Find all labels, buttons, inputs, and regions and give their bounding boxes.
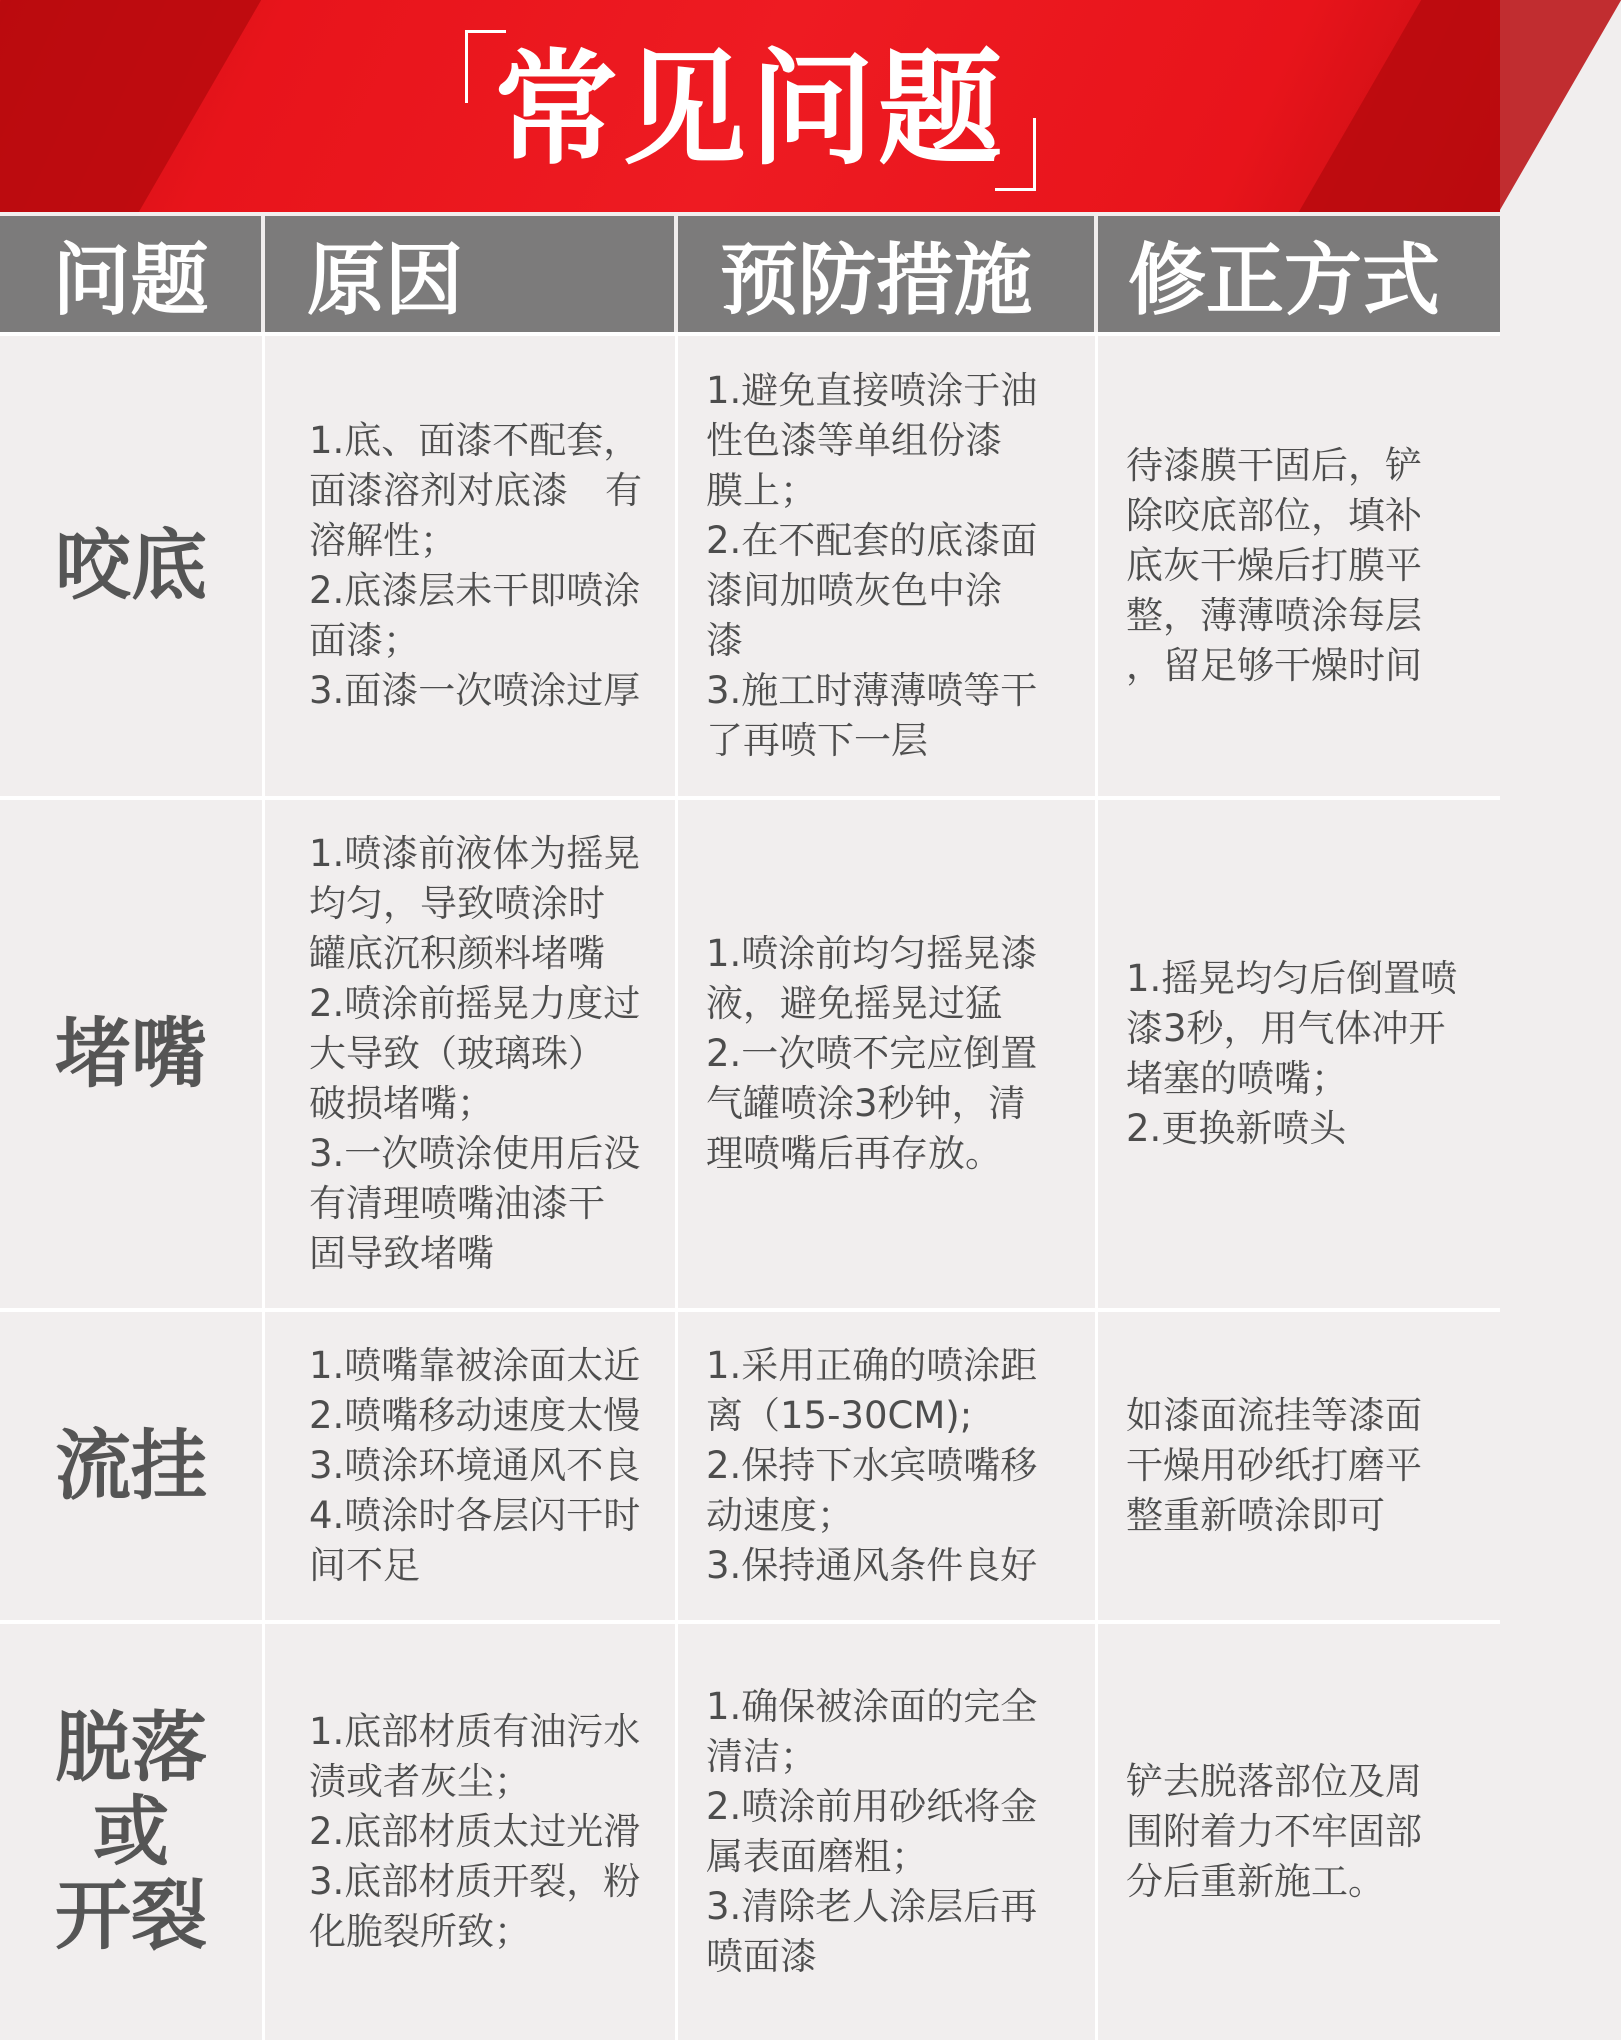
problem-cell [0, 1312, 265, 1620]
problem-cell [0, 800, 265, 1308]
fix-cell [1098, 800, 1500, 1308]
header-fix: 修正方式 [1128, 236, 1441, 326]
header-problem: 问题 [0, 216, 265, 332]
cause-cell [265, 1624, 678, 2040]
header-cause: 原因 [265, 216, 678, 332]
fix-text: 如漆面流挂等漆面 干燥用砂纸打磨平 整重新喷涂即可 [1126, 1394, 1422, 1537]
problem-text: 堵嘴 [55, 1009, 207, 1098]
cause-cell [265, 800, 678, 1308]
fix-text: 铲去脱落部位及周 围附着力不牢固部 分后重新施工。 [1126, 1760, 1422, 1903]
cause-text: 1.底、面漆不配套， 面漆溶剂对底漆 有 溶解性； 2.底漆层未干即喷涂 面漆； 3.面漆一次喷涂过厚 [309, 419, 642, 712]
table-row [0, 1308, 1500, 1620]
header-prevention: 预防措施 [678, 216, 1098, 332]
problem-text: 咬底 [55, 521, 207, 610]
problem-cell [0, 1624, 265, 2040]
page-title: 常见问题 [493, 38, 1006, 182]
prevention-text: 1.采用正确的喷涂距 离（15-30CM); 2.保持下水宾喷嘴移 动速度； 3.保持通风条件良好 [706, 1344, 1038, 1587]
fix-cell [1098, 1312, 1500, 1620]
header-banner [0, 0, 1500, 212]
table-row [0, 1620, 1500, 2040]
fix-cell [1098, 336, 1500, 796]
table-row [0, 796, 1500, 1308]
problem-cell [0, 336, 265, 796]
prevention-cell [678, 1624, 1098, 2040]
table-row [0, 332, 1500, 796]
cause-text: 1.喷漆前液体为摇晃 均匀，导致喷涂时 罐底沉积颜料堵嘴 2.喷涂前摇晃力度过 大导致（玻璃珠） 破损堵嘴； 3.一次喷涂使用后没 有清理喷嘴油漆干 固导致堵嘴 [309, 832, 641, 1275]
prevention-cell [678, 336, 1098, 796]
prevention-text: 1.避免直接喷涂于油 性色漆等单组份漆 膜上； 2.在不配套的底漆面 漆间加喷灰色中涂 漆 3.施工时薄薄喷等干 了再喷下一层 [706, 369, 1038, 762]
prevention-text: 1.喷涂前均匀摇晃漆 液，避免摇晃过猛 2.一次喷不完应倒置 气罐喷涂3秒钟，清 理喷嘴后再存放。 [706, 932, 1038, 1175]
cause-cell [265, 336, 678, 796]
fix-cell [1098, 1624, 1500, 2040]
cause-cell [265, 1312, 678, 1620]
fix-text: 1.摇晃均匀后倒置喷 漆3秒，用气体冲开 堵塞的喷嘴； 2.更换新喷头 [1126, 957, 1458, 1150]
problem-text: 脱落 或 开裂 [55, 1703, 207, 1960]
prevention-text: 1.确保被涂面的完全 清洁； 2.喷涂前用砂纸将金 属表面磨粗； 3.清除老人涂层后再 喷面漆 [706, 1685, 1038, 1978]
prevention-cell [678, 1312, 1098, 1620]
fix-text: 待漆膜干固后，铲 除咬底部位，填补 底灰干燥后打膜平 整，薄薄喷涂每层 ，留足够干燥时间 [1126, 444, 1422, 687]
faq-table [0, 216, 1500, 2040]
cause-text: 1.喷嘴靠被涂面太近 2.喷嘴移动速度太慢 3.喷涂环境通风不良 4.喷涂时各层闪干时 间不足 [309, 1344, 641, 1587]
cause-text: 1.底部材质有油污水 渍或者灰尘； 2.底部材质太过光滑 3.底部材质开裂，粉 化脆裂所致； [309, 1710, 641, 1953]
prevention-cell [678, 800, 1098, 1308]
table-header-row [0, 216, 1500, 332]
problem-text: 流挂 [55, 1421, 207, 1510]
